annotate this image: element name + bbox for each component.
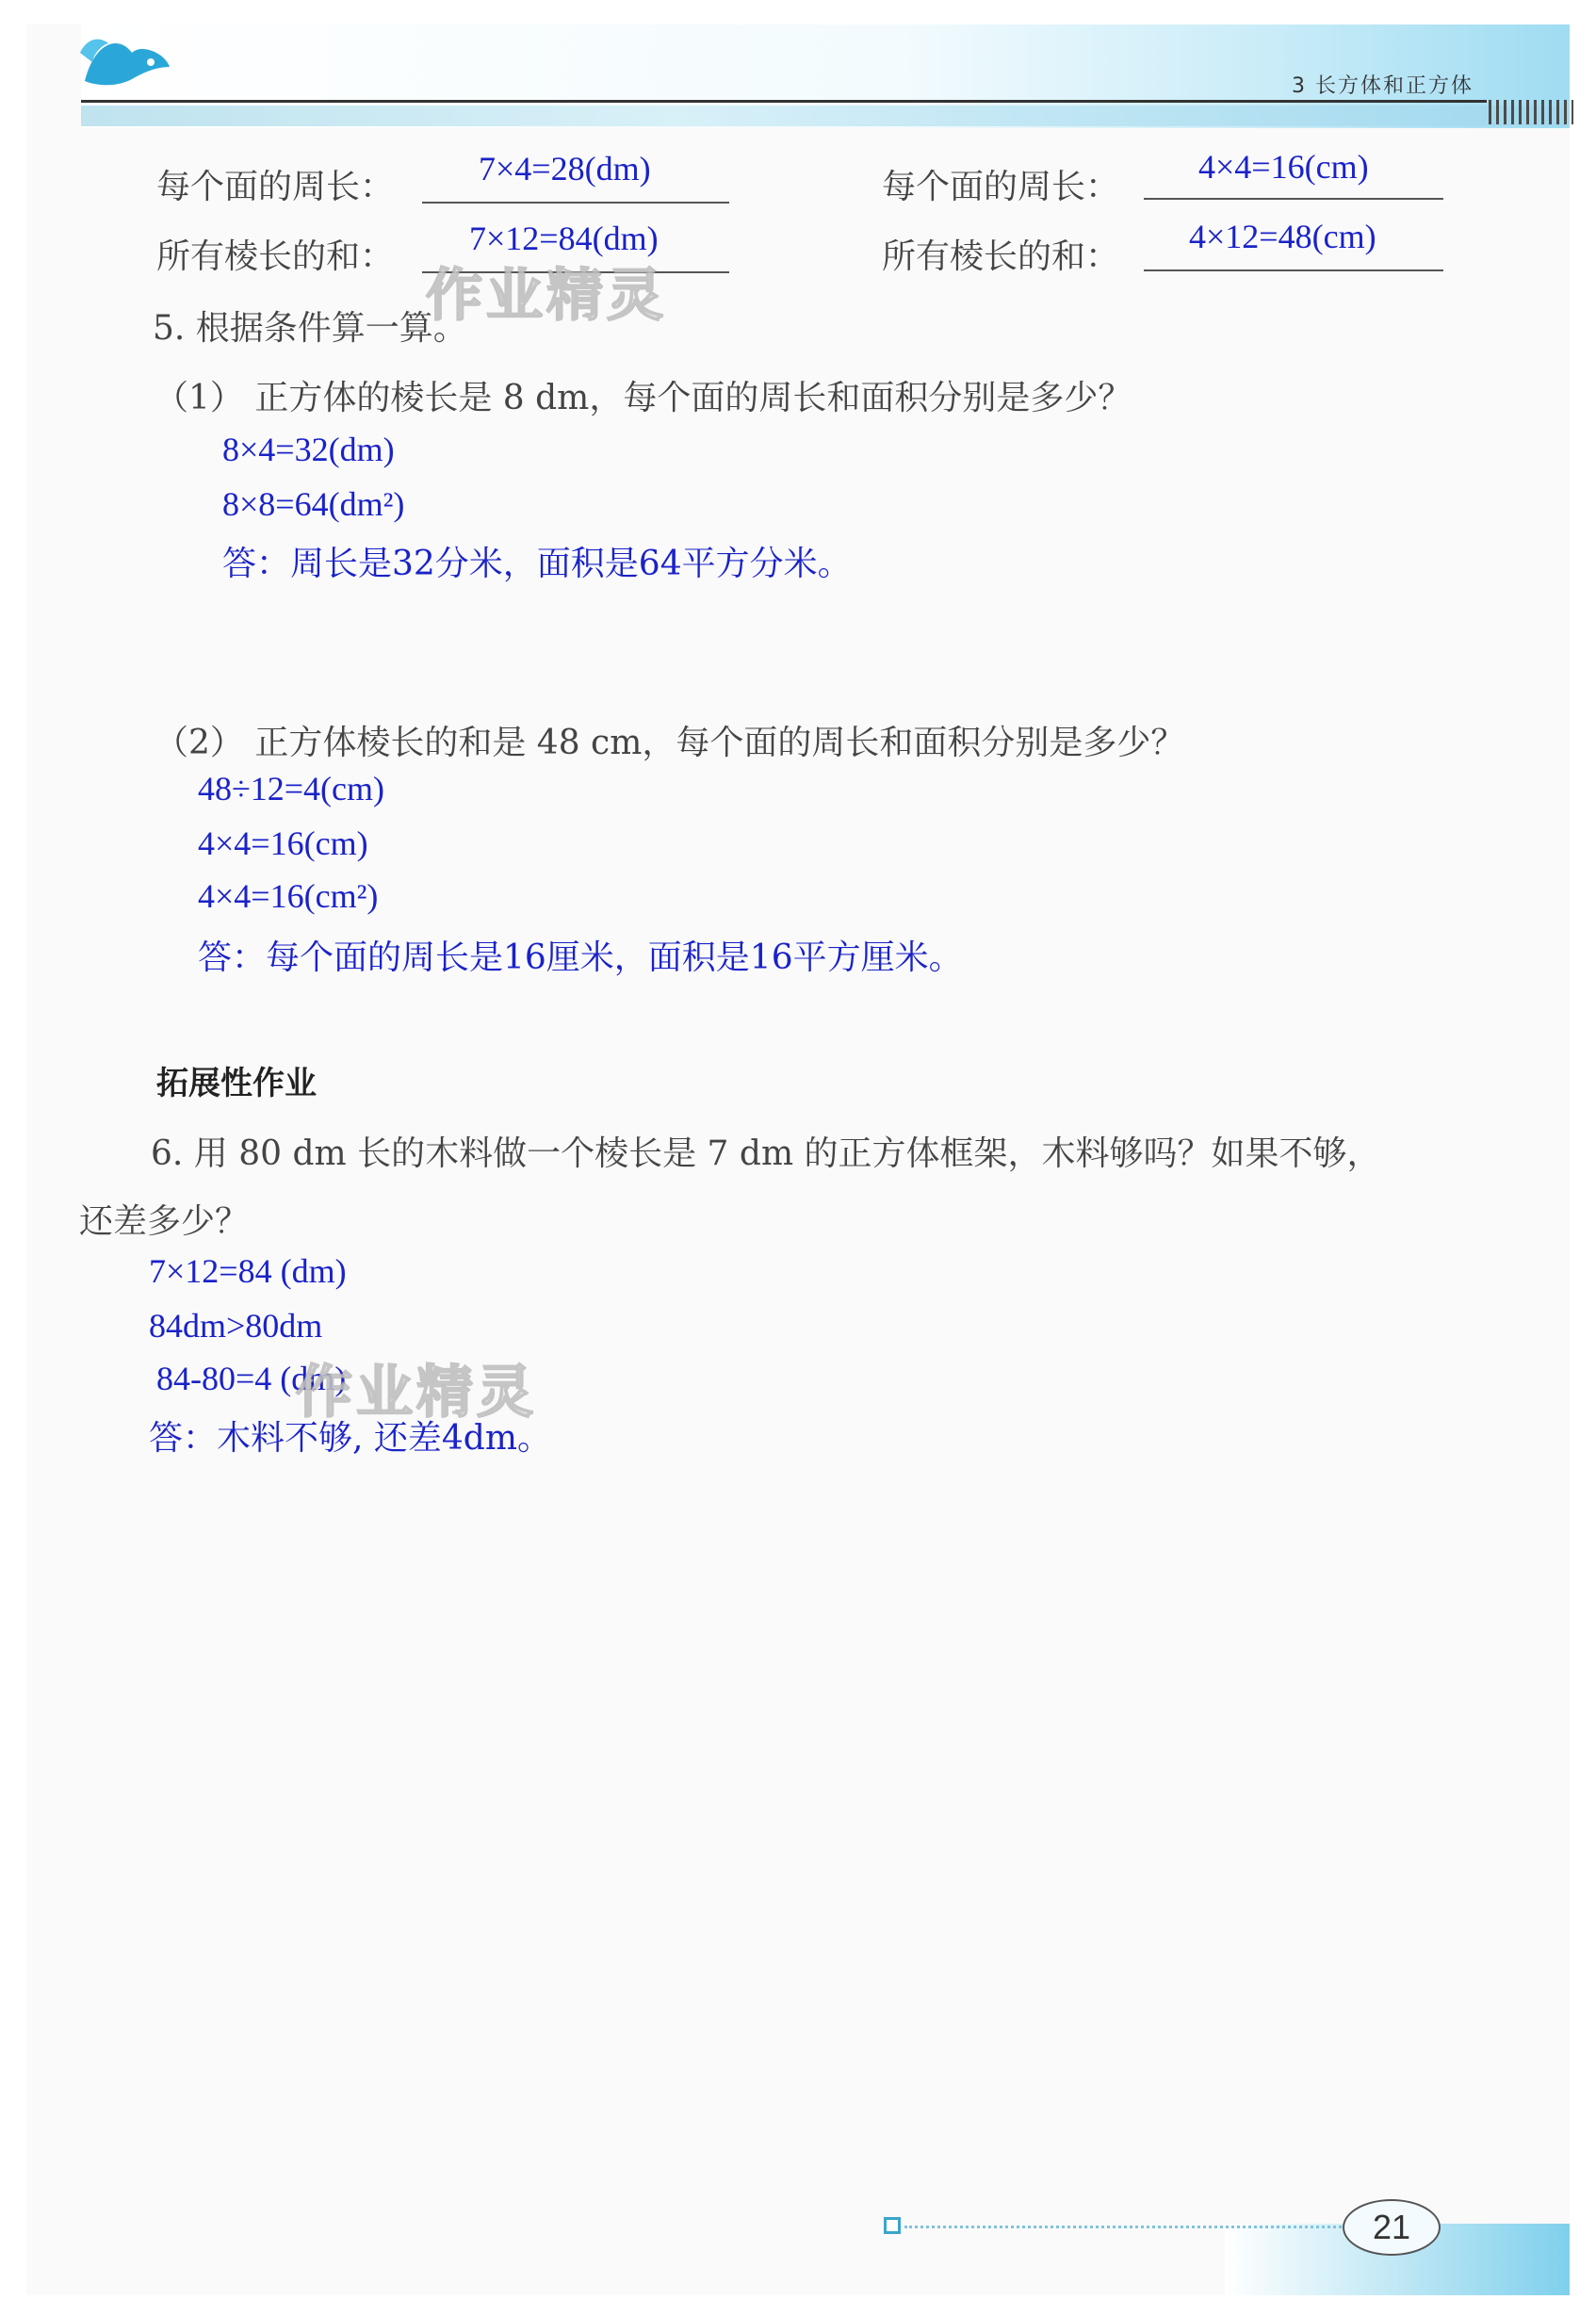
q6-work-line: 84-80=4 (dm) (156, 1360, 347, 1397)
footer-dotted-line (904, 2226, 1347, 2228)
watermark: 作业精灵 (426, 263, 667, 329)
q5-2-answer: 答：每个面的周长是16厘米，面积是16平方厘米。 (198, 938, 963, 977)
row2-right-label: 所有棱长的和： (882, 237, 1120, 276)
question-5-title: 5. 根据条件算一算。 (153, 309, 467, 348)
row1-right-answer: 4×4=16(cm) (1198, 148, 1369, 186)
header-barcode-decoration (1489, 100, 1573, 124)
row2-left-answer: 7×12=84(dm) (469, 220, 659, 257)
q5-1-answer: 答：周长是32分米，面积是64平方分米。 (222, 545, 852, 583)
q6-answer: 答：木料不够, 还差4dm。 (149, 1419, 551, 1458)
header-blue-strip (81, 106, 1570, 126)
row2-right-answer-line (1144, 269, 1443, 271)
q5-2-work-line: 48÷12=4(cm) (198, 770, 385, 807)
row2-left-label: 所有棱长的和： (156, 237, 395, 276)
row1-left-answer: 7×4=28(dm) (479, 150, 651, 188)
q5-1-work-line: 8×4=32(dm) (222, 431, 395, 468)
row2-right-answer: 4×12=48(cm) (1189, 218, 1376, 255)
header-rule (81, 100, 1487, 103)
row1-right-answer-line (1144, 198, 1443, 200)
q6-work-line: 84dm>80dm (149, 1307, 323, 1345)
q5-2-work-line: 4×4=16(cm²) (198, 877, 379, 915)
question-6-line2: 还差多少？ (79, 1202, 250, 1241)
watermark: 作业精灵 (296, 1360, 537, 1426)
question-6-line1: 6. 用 80 dm 长的木料做一个棱长是 7 dm 的正方体框架，木料够吗？如果不够， (151, 1134, 1381, 1173)
question-5-2-text: （2） 正方体棱长的和是 48 cm，每个面的周长和面积分别是多少？ (155, 724, 1185, 762)
question-5-1-text: （1） 正方体的棱长是 8 dm，每个面的周长和面积分别是多少？ (155, 379, 1132, 417)
whale-cloud-logo-icon (75, 24, 179, 100)
page-number: 21 (1343, 2199, 1441, 2256)
row1-right-label: 每个面的周长： (882, 168, 1120, 206)
chapter-title: 3 长方体和正方体 (1292, 74, 1474, 98)
q5-1-work-line: 8×8=64(dm²) (222, 485, 405, 523)
q5-2-work-line: 4×4=16(cm) (198, 824, 368, 862)
q6-work-line: 7×12=84 (dm) (149, 1252, 347, 1290)
footer-square-icon (884, 2217, 901, 2234)
row1-left-label: 每个面的周长： (156, 168, 395, 206)
section-heading: 拓展性作业 (156, 1065, 317, 1102)
row1-left-answer-line (422, 202, 729, 204)
